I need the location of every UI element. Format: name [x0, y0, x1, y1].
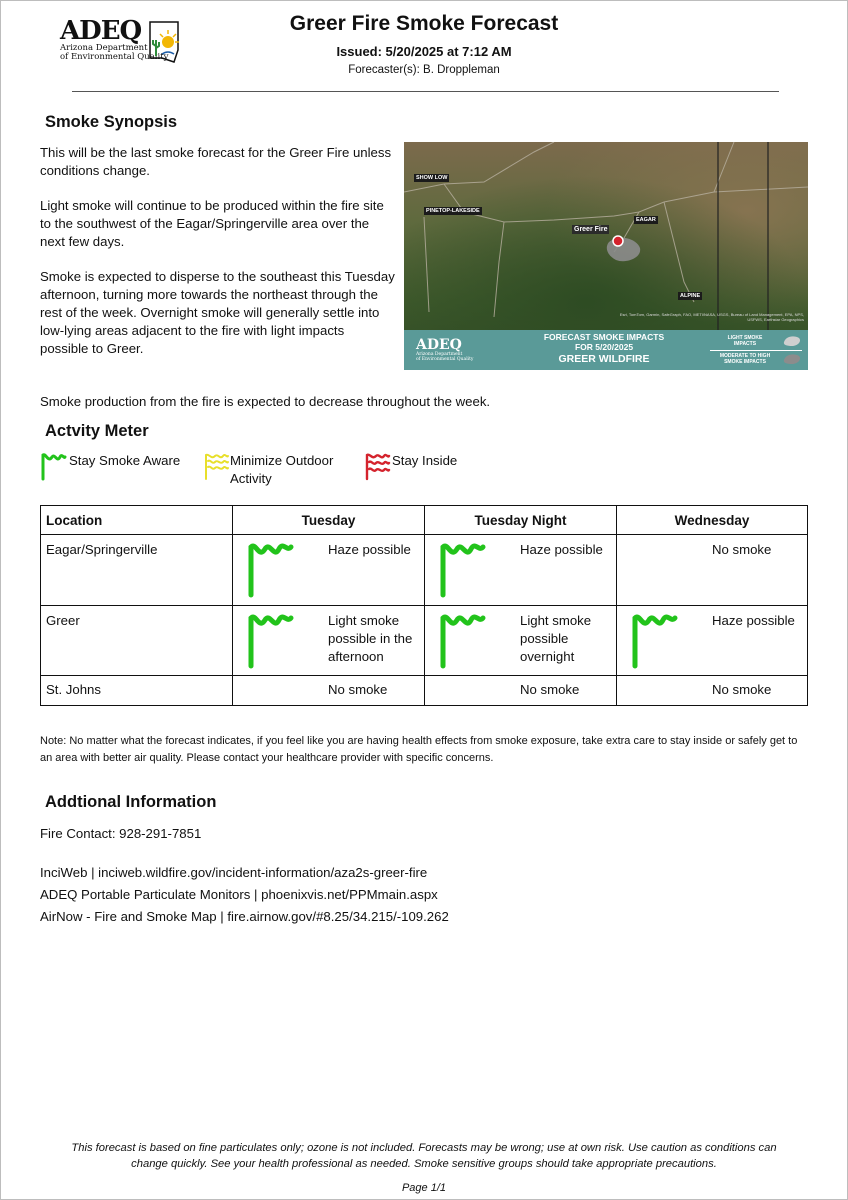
legend-minimize-line-1: Minimize Outdoor — [230, 453, 334, 468]
header-wednesday: Wednesday — [617, 506, 808, 535]
map-attribution: Esri, TomTom, Garmin, SafeGraph, FAO, METI/NASA, USGS, Bureau of Land Management, EPA, NPS, USFWS, Earthstar Geographics — [619, 312, 804, 322]
synopsis-heading: Smoke Synopsis — [45, 113, 178, 131]
yellow-flag-icon — [203, 451, 231, 481]
legend-minimize-line-2: Activity — [230, 471, 272, 486]
forecast-text: Light smoke possible in the afternoon — [328, 613, 413, 664]
additional-info-heading: Addtional Information — [45, 793, 217, 811]
legend-moderate-line-1: MODERATE TO HIGH — [719, 353, 771, 359]
banner-line-3: GREER WILDFIRE — [558, 353, 650, 365]
forecast-cell — [617, 676, 808, 706]
location-name: St. Johns — [46, 682, 101, 697]
map-logo-subtitle-1: Arizona Department — [416, 352, 463, 357]
table-row — [41, 676, 808, 706]
synopsis-paragraph-2: Light smoke will continue to be produced within the fire site to the southwest of the Eagar/Springerville area over the next few days. — [40, 198, 384, 249]
location-cell — [41, 535, 233, 606]
header-divider — [72, 91, 779, 92]
document-title: Greer Fire Smoke Forecast — [289, 12, 559, 35]
legend-light-line-2: IMPACTS — [733, 341, 757, 347]
smoke-impact-map — [404, 142, 808, 370]
banner-line-2: FOR 5/20/2025 — [574, 342, 634, 352]
map-label-pinetop-lakeside: PINETOP-LAKESIDE — [426, 208, 480, 214]
link-airnow-map[interactable]: AirNow - Fire and Smoke Map | fire.airnow.gov/#8.25/34.215/-109.262 — [40, 909, 449, 924]
location-name: Greer — [46, 613, 80, 628]
forecast-cell — [233, 535, 425, 606]
forecast-cell — [233, 606, 425, 676]
synopsis-paragraph-4: Smoke production from the fire is expected to decrease throughout the week. — [40, 394, 491, 409]
header-tuesday-night: Tuesday Night — [425, 506, 617, 535]
location-name: Eagar/Springerville — [46, 542, 158, 557]
forecast-cell — [425, 606, 617, 676]
forecast-cell — [425, 676, 617, 706]
forecast-disclaimer: This forecast is based on fine particulates only; ozone is not included. Forecasts may be wrong; use at own risk. Use caution as conditions can change quickly. See your health professional as needed. Smoke sensitive groups should take appropriate precautions. — [71, 1142, 777, 1170]
light-smoke-swatch-icon — [782, 334, 802, 348]
forecast-text: Haze possible — [328, 542, 411, 557]
forecast-cell — [617, 606, 808, 676]
link-ppm-monitors[interactable]: ADEQ Portable Particulate Monitors | phoenixvis.net/PPMmain.aspx — [40, 887, 438, 902]
page-number: Page 1/1 — [401, 1182, 447, 1194]
logo-subtitle-1: Arizona Department — [60, 43, 148, 53]
legend-minimize-outdoor-activity — [230, 452, 333, 488]
legend-light-line-1: LIGHT SMOKE — [727, 335, 763, 341]
location-cell — [41, 606, 233, 676]
legend-stay-smoke-aware: Stay Smoke Aware — [69, 453, 181, 468]
forecast-cell — [425, 535, 617, 606]
legend-stay-inside: Stay Inside — [392, 453, 458, 468]
fire-contact: Fire Contact: 928-291-7851 — [40, 826, 202, 841]
green-flag-icon — [247, 540, 297, 598]
header-tuesday: Tuesday — [233, 506, 425, 535]
green-flag-icon — [40, 451, 68, 481]
forecast-text: Haze possible — [712, 613, 795, 628]
legend-moderate-smoke — [710, 352, 802, 368]
forecast-text: No smoke — [712, 542, 772, 557]
activity-heading: Actvity Meter — [45, 422, 149, 440]
logo-subtitle-2: of Environmental Quality — [60, 52, 169, 62]
legend-light-smoke — [710, 333, 802, 349]
forecast-text: No smoke — [712, 682, 772, 697]
forecaster-name: Forecaster(s): B. Droppleman — [348, 64, 500, 76]
forecast-text: No smoke — [520, 682, 580, 697]
location-cell — [41, 676, 233, 706]
green-flag-icon — [439, 540, 489, 598]
green-flag-icon — [439, 611, 489, 669]
link-inciweb[interactable]: InciWeb | inciweb.wildfire.gov/incident-information/aza2s-greer-fire — [40, 865, 428, 880]
map-banner — [404, 330, 808, 370]
forecast-cell — [617, 535, 808, 606]
red-flag-icon — [364, 451, 392, 481]
forecast-table — [40, 505, 808, 706]
map-adeq-logo — [416, 338, 473, 362]
synopsis-paragraph-3: Smoke is expected to disperse to the southeast this Tuesday afternoon, turning more towards the northeast through the rest of the week. Overnight smoke will generally settle into low-lying areas adjacent to the fire with light impacts possible to Greer. — [40, 269, 395, 356]
header-location: Location — [41, 506, 233, 535]
table-row — [41, 606, 808, 676]
banner-line-1: FORECAST SMOKE IMPACTS — [543, 332, 665, 342]
legend-moderate-line-2: SMOKE IMPACTS — [724, 359, 766, 365]
forecast-cell — [233, 676, 425, 706]
table-row — [41, 535, 808, 606]
map-logo-subtitle-2: of Environmental Quality — [416, 357, 474, 362]
forecast-text: Light smoke possible overnight — [520, 613, 592, 664]
map-label-alpine: ALPINE — [680, 293, 701, 299]
issued-date: Issued: 5/20/2025 at 7:12 AM — [336, 44, 512, 59]
map-label-show-low: SHOW LOW — [416, 175, 448, 181]
map-label-eagar: EAGAR — [636, 217, 656, 223]
health-note: Note: No matter what the forecast indicates, if you feel like you are having health effects from smoke exposure, take extra care to stay inside or safely get to an area with better air quality. Please contact your healthcare provider with specific concerns. — [40, 735, 798, 764]
logo-name: ADEQ — [60, 16, 142, 46]
green-flag-icon — [247, 611, 297, 669]
green-flag-icon — [631, 611, 681, 669]
map-label-greer-fire: Greer Fire — [574, 226, 608, 233]
forecast-text: Haze possible — [520, 542, 603, 557]
map-logo-name: ADEQ — [416, 337, 462, 353]
moderate-smoke-swatch-icon — [782, 352, 802, 366]
legend-divider — [710, 350, 802, 351]
forecast-text: No smoke — [328, 682, 388, 697]
table-header-row — [41, 506, 808, 535]
synopsis-paragraph-1: This will be the last smoke forecast for the Greer Fire unless conditions change. — [40, 145, 392, 178]
